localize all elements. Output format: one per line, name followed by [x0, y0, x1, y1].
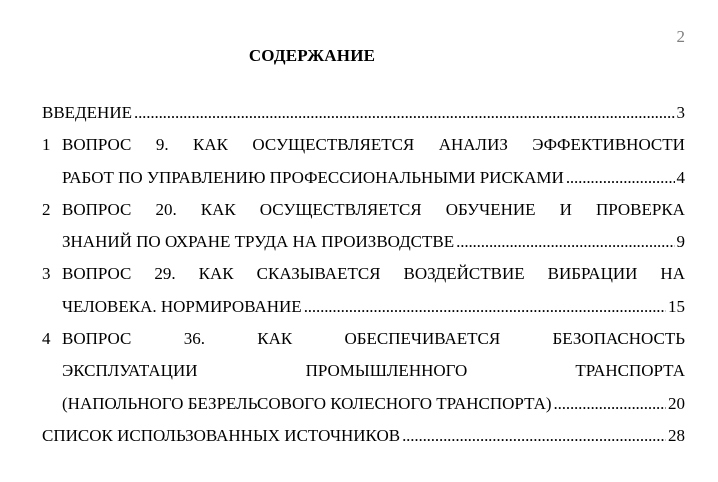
word: БЕЗОПАСНОСТЬ	[552, 329, 685, 349]
toc-entry-title-line1	[62, 194, 685, 226]
word: ОБЕСПЕЧИВАЕТСЯ	[344, 329, 501, 349]
toc-entry-number: 2	[42, 199, 51, 219]
word: ЭКСПЛУАТАЦИИ	[62, 361, 198, 381]
toc-entry-number: 1	[42, 135, 51, 155]
word: 36.	[183, 329, 205, 349]
toc-entry-intro[interactable]	[42, 97, 685, 129]
toc-entry-title-line1	[62, 258, 685, 290]
word: СКАЗЫВАЕТСЯ	[256, 264, 381, 284]
dot-leader	[134, 97, 675, 129]
toc-entry-title-last: ЧЕЛОВЕКА. НОРМИРОВАНИЕ	[62, 296, 302, 316]
page-number: 2	[676, 27, 685, 46]
word: ПРОВЕРКА	[595, 199, 685, 219]
toc-entry-page: 28	[668, 425, 685, 445]
toc-entry-4[interactable]	[42, 323, 685, 420]
toc-entry-title-line2	[42, 355, 685, 387]
toc-entry-1[interactable]	[42, 129, 685, 194]
toc-entry-title-last: ЗНАНИЙ ПО ОХРАНЕ ТРУДА НА ПРОИЗВОДСТВЕ	[62, 232, 455, 252]
page-title: СОДЕРЖАНИЕ	[248, 46, 376, 65]
toc-entry-3[interactable]	[42, 258, 685, 323]
toc-entry-title-line1	[62, 129, 685, 161]
toc-entry-title-last: РАБОТ ПО УПРАВЛЕНИЮ ПРОФЕССИОНАЛЬНЫМИ РИСКАМИ	[62, 167, 564, 187]
toc-entry-page: 15	[668, 296, 685, 316]
dot-leader	[566, 162, 675, 194]
toc-entry-2[interactable]	[42, 194, 685, 259]
toc-entry-page: 9	[676, 232, 685, 252]
word: КАК	[257, 329, 293, 349]
word: ЭФФЕКТИВНОСТИ	[532, 135, 685, 155]
toc-entry-title: СПИСОК ИСПОЛЬЗОВАННЫХ ИСТОЧНИКОВ	[42, 425, 401, 445]
dot-leader	[402, 420, 666, 452]
toc-entry-title-last: (НАПОЛЬНОГО БЕЗРЕЛЬСОВОГО КОЛЕСНОГО ТРАНСПОРТА)	[62, 393, 552, 413]
word: ОСУЩЕСТВЛЯЕТСЯ	[259, 199, 422, 219]
word: ОСУЩЕСТВЛЯЕТСЯ	[252, 135, 415, 155]
word: ПРОМЫШЛЕННОГО	[305, 361, 468, 381]
word: КАК	[198, 264, 234, 284]
toc-entry-title: ВВЕДЕНИЕ	[42, 103, 132, 122]
word: КАК	[192, 135, 228, 155]
word: 9.	[155, 135, 169, 155]
toc-entry-title-line1	[62, 323, 685, 355]
word: НА	[660, 264, 685, 284]
toc-entry-page: 3	[676, 103, 685, 122]
word: ВИБРАЦИИ	[547, 264, 638, 284]
word: ВОЗДЕЙСТВИЕ	[403, 264, 525, 284]
word: ВОПРОС	[62, 264, 132, 284]
dot-leader	[554, 388, 666, 420]
word: 29.	[154, 264, 176, 284]
toc-entry-number: 3	[42, 264, 51, 284]
table-of-contents	[42, 97, 685, 452]
word: ТРАНСПОРТА	[575, 361, 685, 381]
word: 20.	[155, 199, 177, 219]
word: ВОПРОС	[62, 199, 132, 219]
toc-entry-page: 4	[676, 167, 685, 187]
word: ОБУЧЕНИЕ	[445, 199, 536, 219]
dot-leader	[456, 226, 674, 258]
word: И	[559, 199, 572, 219]
dot-leader	[304, 291, 666, 323]
toc-entry-number: 4	[42, 329, 51, 349]
toc-entry-page: 20	[668, 393, 685, 413]
word: КАК	[200, 199, 236, 219]
word: ВОПРОС	[62, 329, 132, 349]
word: ВОПРОС	[62, 135, 132, 155]
toc-entry-sources[interactable]	[42, 420, 685, 452]
word: АНАЛИЗ	[438, 135, 508, 155]
